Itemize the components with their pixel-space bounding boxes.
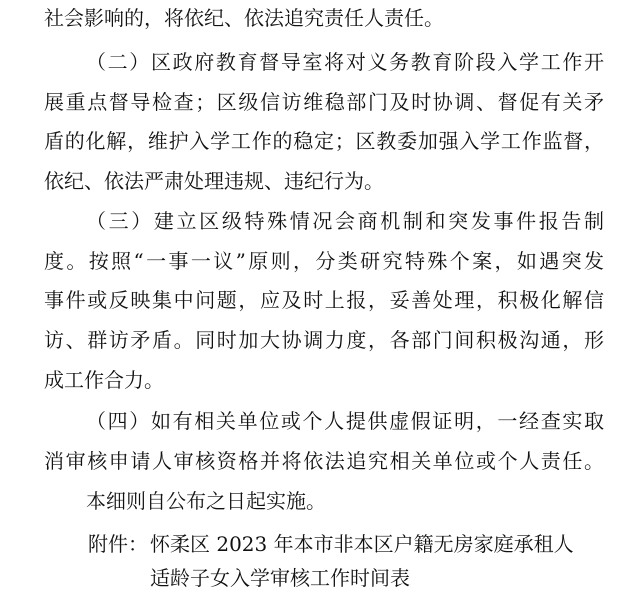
paragraph-line: 本细则自公布之日起实施。 — [86, 489, 326, 513]
paragraph-line: 事件或反映集中问题，应及时上报，妥善处理，积极化解信 — [44, 288, 604, 312]
attachment-title-line1: 怀柔区 2023 年本市非本区户籍无房家庭承租人 — [150, 532, 574, 556]
attachment-label: 附件： — [88, 532, 148, 556]
paragraph-line: 成工作合力。 — [44, 368, 164, 392]
paragraph-line: 展重点督导检查；区级信访维稳部门及时协调、督促有关矛 — [44, 90, 604, 114]
paragraph-line: （二）区政府教育督导室将对义务教育阶段入学工作开 — [86, 50, 604, 74]
paragraph-line: 度。按照“一事一议”原则，分类研究特殊个案，如遇突发 — [44, 249, 604, 273]
paragraph-line: 盾的化解，维护入学工作的稳定；区教委加强入学工作监督， — [44, 129, 604, 153]
paragraph-line: （四）如有相关单位或个人提供虚假证明，一经查实取 — [86, 409, 604, 433]
paragraph-line: 社会影响的，将依纪、依法追究责任人责任。 — [44, 6, 444, 30]
paragraph-line: 依纪、依法严肃处理违规、违纪行为。 — [44, 169, 384, 193]
paragraph-line: （三）建立区级特殊情况会商机制和突发事件报告制 — [86, 209, 604, 233]
paragraph-line: 消审核申请人审核资格并将依法追究相关单位或个人责任。 — [44, 449, 604, 473]
attachment-title-line2: 适龄子女入学审核工作时间表 — [150, 566, 410, 590]
paragraph-line: 访、群访矛盾。同时加大协调力度，各部门间积极沟通，形 — [44, 328, 604, 352]
